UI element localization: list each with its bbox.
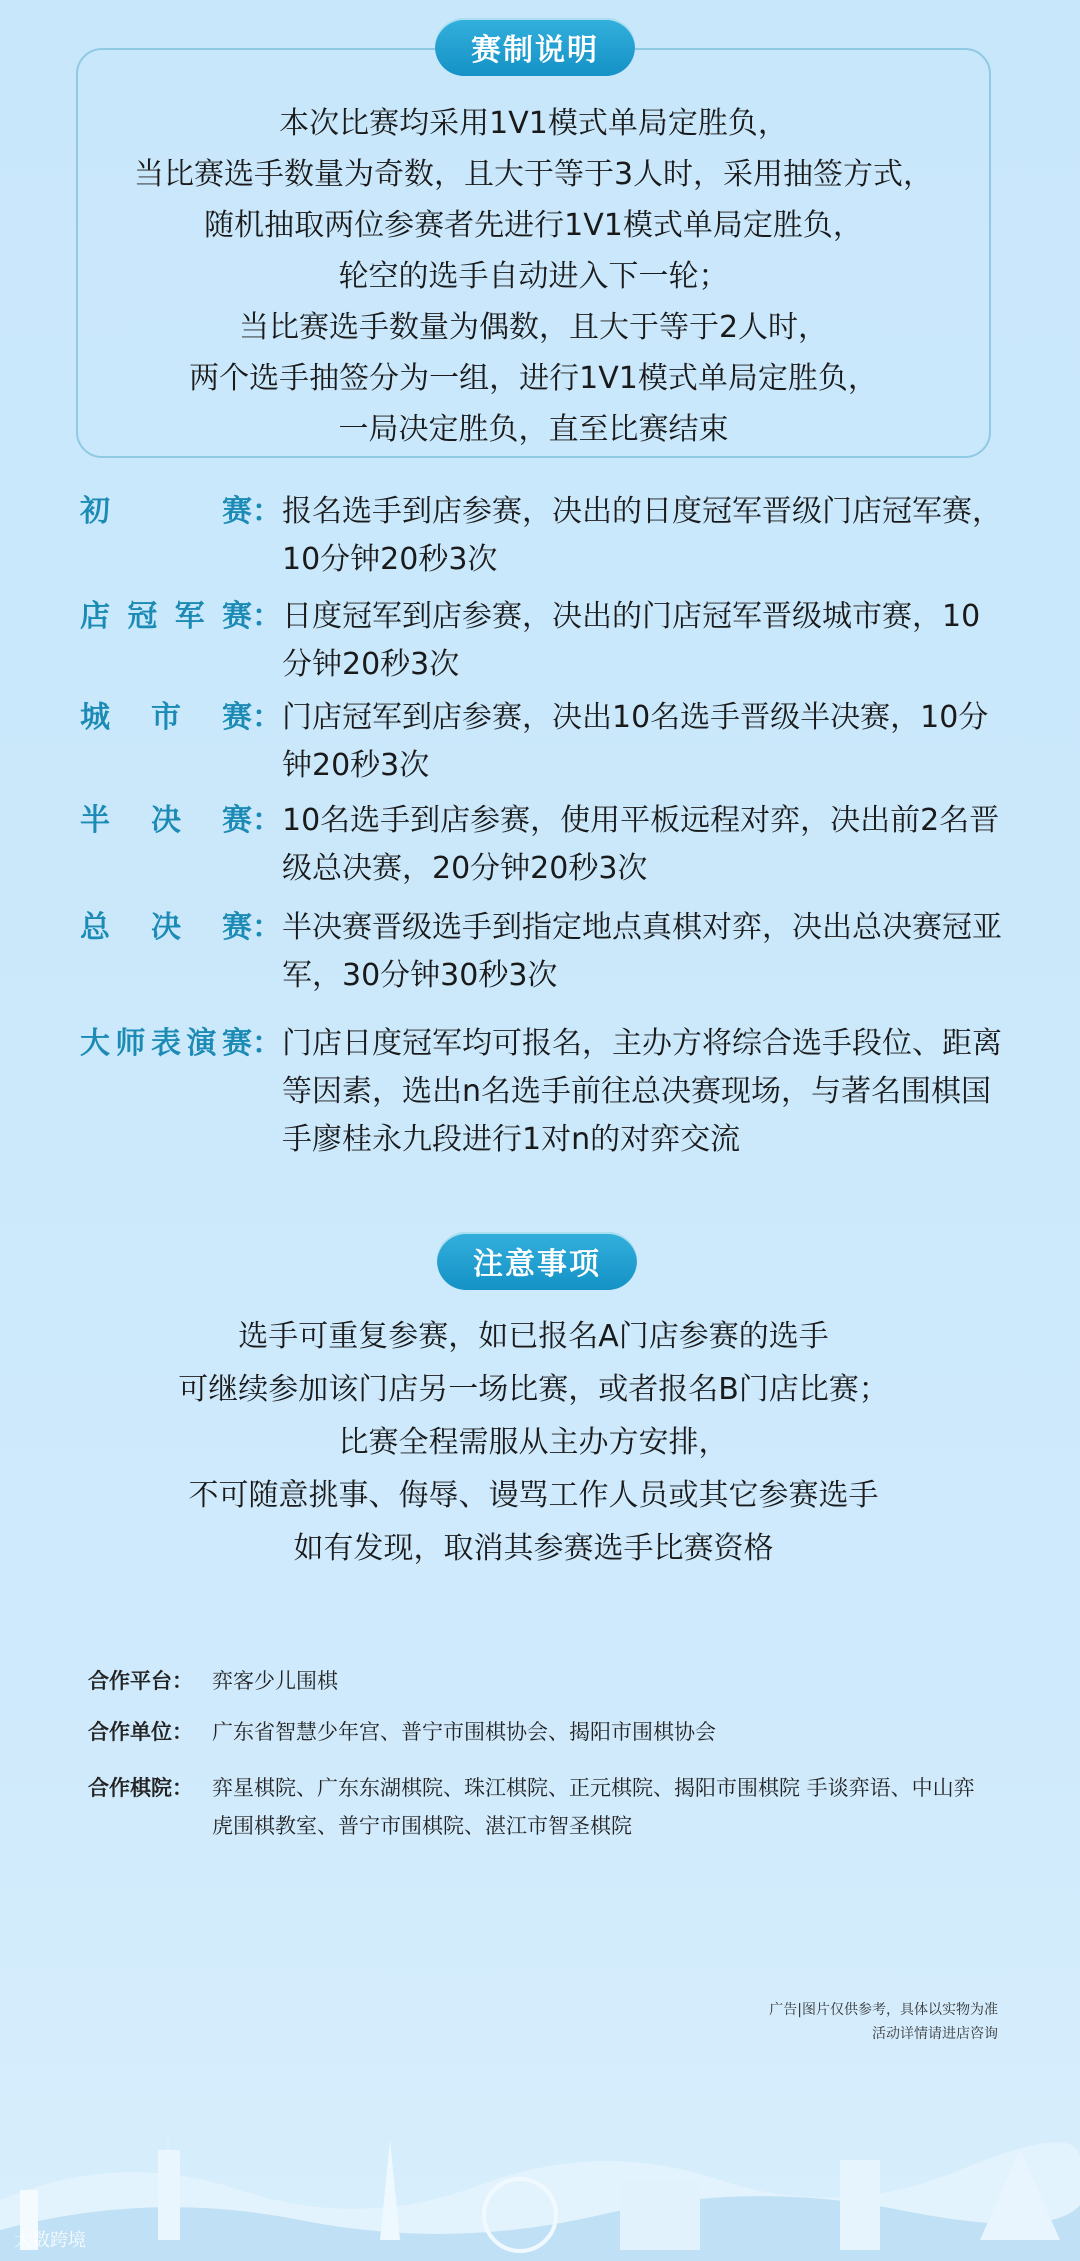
disclaimer [769, 1998, 998, 2046]
rules-line: 当比赛选手数量为奇数，且大于等于3人时，采用抽签方式， [133, 157, 934, 192]
partner-key: 合作棋院： [88, 1776, 193, 1800]
rules-description [76, 98, 991, 455]
stage-description: 门店日度冠军均可报名，主办方将综合选手段位、距离等因素，选出n名选手前往总决赛现场，与著名围棋国手廖桂永九段进行1对n的对弈交流 [282, 1026, 1002, 1157]
partner-platform [88, 1662, 338, 1700]
partner-key: 合作平台： [88, 1669, 193, 1693]
partner-units [88, 1713, 716, 1751]
watermark: 大数跨境 [14, 2230, 86, 2251]
partner-value: 弈客少儿围棋 [212, 1669, 338, 1693]
notes-line: 选手可重复参赛，如已报名A门店参赛的选手 [238, 1319, 829, 1354]
stage-description: 日度冠军到店参赛，决出的门店冠军晋级城市赛，10分钟20秒3次 [282, 599, 981, 682]
stage-label: 初 赛 [80, 494, 252, 529]
stage-description: 半决赛晋级选手到指定地点真棋对弈，决出总决赛冠亚军，30分钟30秒3次 [282, 910, 1002, 993]
rules-line: 随机抽取两位参赛者先进行1V1模式单局定胜负， [204, 208, 863, 243]
disclaimer-line: 广告|图片仅供参考，具体以实物为准 [769, 2002, 998, 2018]
stage-label: 总 决 赛 [80, 910, 252, 945]
notes-line: 比赛全程需服从主办方安排， [338, 1425, 729, 1460]
city-skyline-illustration [0, 2040, 1080, 2261]
stage-label: 大 师 表 演 赛 [80, 1026, 252, 1061]
notes-description [76, 1310, 991, 1575]
rules-line: 当比赛选手数量为偶数，且大于等于2人时， [238, 310, 829, 345]
stage-label: 店 冠 军 赛 [80, 599, 252, 634]
stage-label: 城 市 赛 [80, 700, 252, 735]
notes-line: 如有发现，取消其参赛选手比赛资格 [293, 1531, 774, 1566]
stage-description: 10名选手到店参赛，使用平板远程对弈，决出前2名晋级总决赛，20分钟20秒3次 [282, 803, 1000, 886]
partner-value: 广东省智慧少年宫、普宁市围棋协会、揭阳市围棋协会 [212, 1720, 716, 1744]
stage-label: 半 决 赛 [80, 803, 252, 838]
partner-key: 合作单位： [88, 1720, 193, 1744]
rules-line: 本次比赛均采用1V1模式单局定胜负， [279, 106, 788, 141]
stage-description: 门店冠军到店参赛，决出10名选手晋级半决赛，10分钟20秒3次 [282, 700, 989, 783]
partner-value: 弈星棋院、广东东湖棋院、珠江棋院、正元棋院、揭阳市围棋院 手谈弈语、中山弈虎围棋教室、普宁市围棋院、湛江市智圣棋院 [212, 1776, 975, 1838]
stage-description: 报名选手到店参赛，决出的日度冠军晋级门店冠军赛，10分钟20秒3次 [282, 494, 1002, 577]
disclaimer-line: 活动详情请进店咨询 [872, 2026, 998, 2042]
rules-line: 一局决定胜负，直至比赛结束 [338, 412, 729, 447]
section-title-rules: 赛制说明 [435, 18, 635, 76]
notes-line: 不可随意挑事、侮辱、谩骂工作人员或其它参赛选手 [188, 1478, 879, 1513]
partner-academies [88, 1769, 975, 1849]
rules-line: 两个选手抽签分为一组，进行1V1模式单局定胜负， [189, 361, 878, 396]
rules-line: 轮空的选手自动进入下一轮； [338, 259, 729, 294]
section-title-notes: 注意事项 [437, 1232, 637, 1290]
notes-line: 可继续参加该门店另一场比赛，或者报名B门店比赛； [178, 1372, 889, 1407]
